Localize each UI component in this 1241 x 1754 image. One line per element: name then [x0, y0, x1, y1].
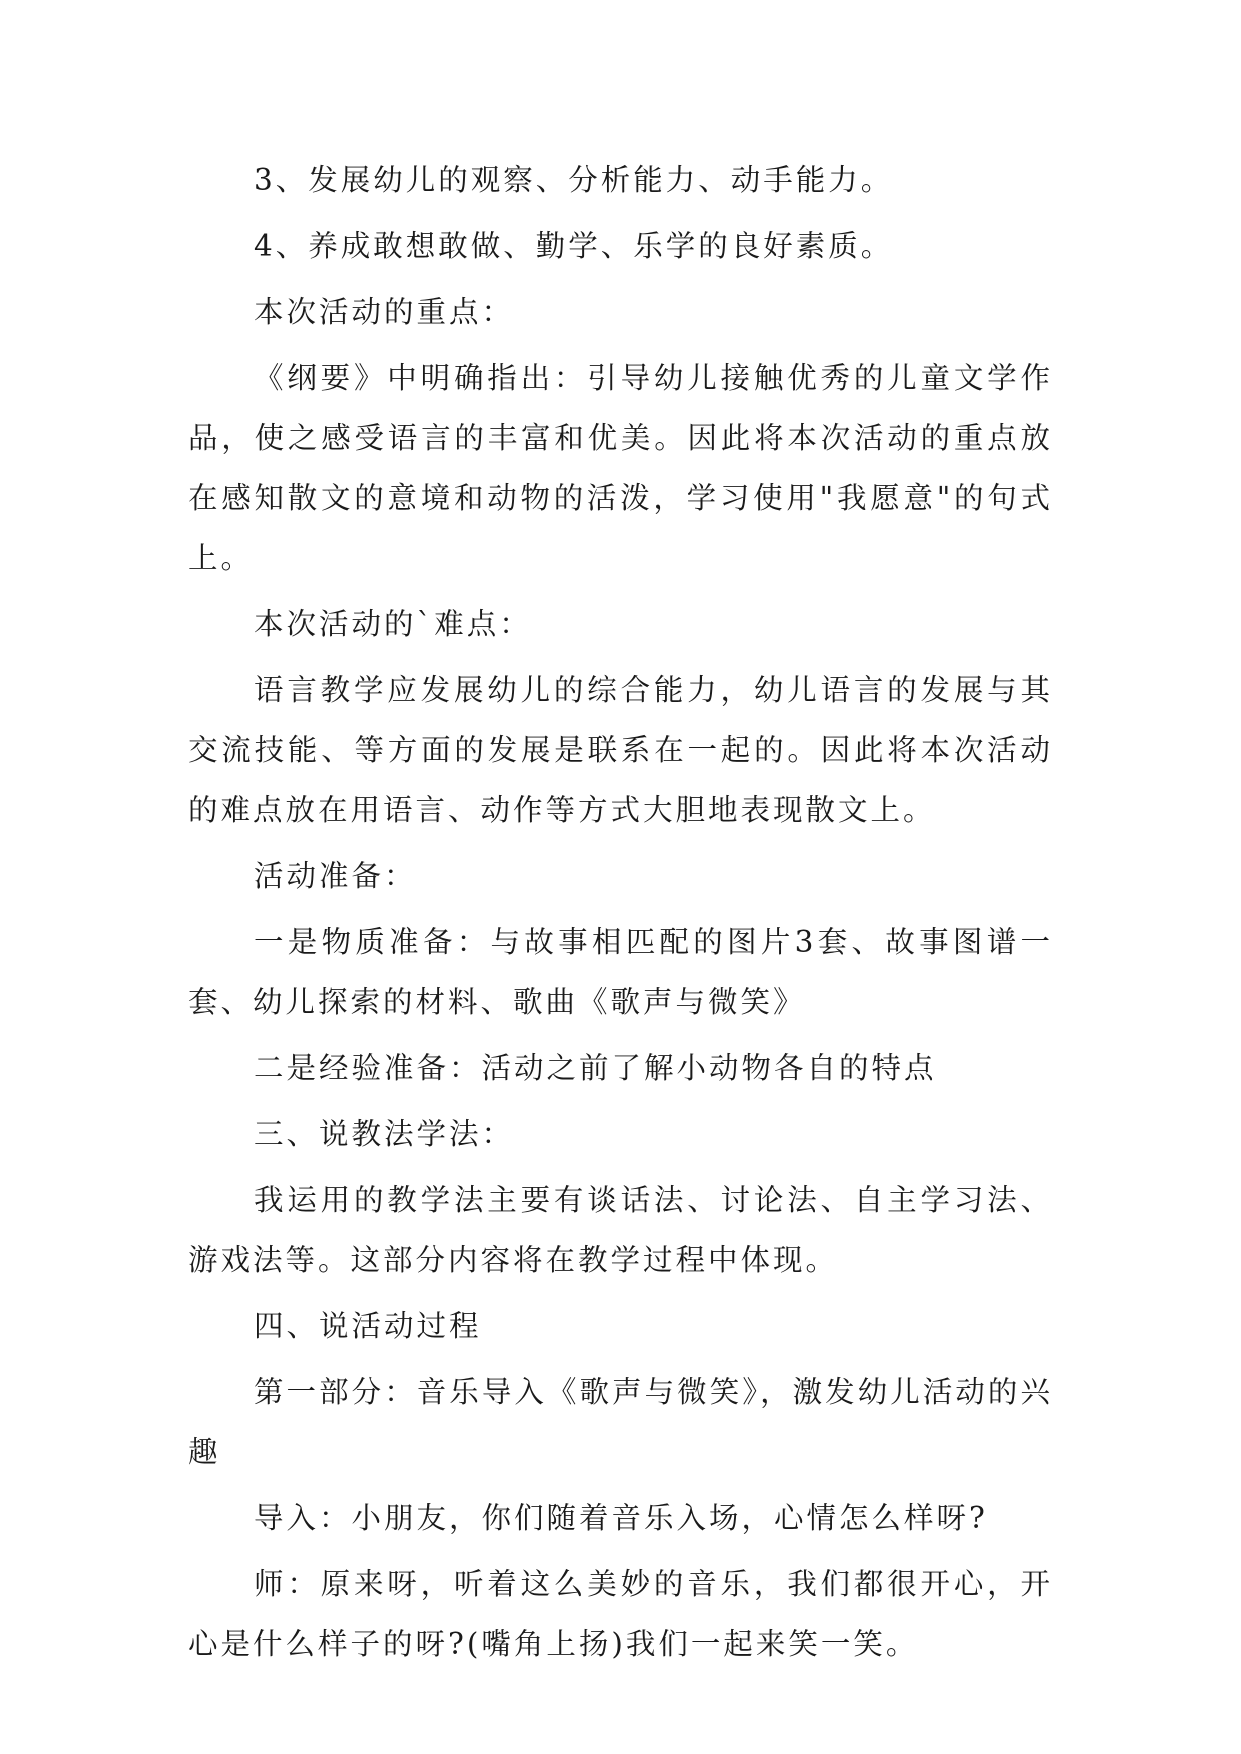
paragraph-methods-heading: 三、说教法学法：	[254, 1117, 515, 1151]
paragraph-teacher-dialogue: 师：原来呀，听着这么美妙的音乐，我们都很开心，开心是什么样子的呀?(嘴角上扬)我们一起来笑一笑。	[188, 1567, 1053, 1661]
paragraph-difficulty-heading: 本次活动的`难点：	[254, 607, 532, 641]
paragraph-experience-preparation: 二是经验准备：活动之前了解小动物各自的特点	[254, 1051, 937, 1085]
paragraph-key-point-heading: 本次活动的重点：	[254, 295, 515, 329]
paragraph-introduction: 导入：小朋友，你们随着音乐入场，心情怎么样呀?	[254, 1501, 988, 1535]
document-body	[188, 150, 1053, 1680]
paragraph-goal-3: 3、发展幼儿的观察、分析能力、动手能力。	[254, 163, 894, 197]
paragraph-material-preparation: 一是物质准备：与故事相匹配的图片3套、故事图谱一套、幼儿探索的材料、歌曲《歌声与微笑》	[188, 925, 1053, 1019]
paragraph-methods: 我运用的教学法主要有谈话法、讨论法、自主学习法、游戏法等。这部分内容将在教学过程中体现。	[188, 1183, 1053, 1277]
paragraph-part-one: 第一部分：音乐导入《歌声与微笑》，激发幼儿活动的兴趣	[188, 1375, 1053, 1469]
paragraph-difficulty: 语言教学应发展幼儿的综合能力，幼儿语言的发展与其交流技能、等方面的发展是联系在一起的。因此将本次活动的难点放在用语言、动作等方式大胆地表现散文上。	[188, 673, 1053, 827]
paragraph-goal-4: 4、养成敢想敢做、勤学、乐学的良好素质。	[254, 229, 894, 263]
paragraph-process-heading: 四、说活动过程	[254, 1309, 482, 1343]
paragraph-key-point: 《纲要》中明确指出：引导幼儿接触优秀的儿童文学作品，使之感受语言的丰富和优美。因此将本次活动的重点放在感知散文的意境和动物的活泼，学习使用"我愿意"的句式上。	[188, 361, 1053, 575]
paragraph-preparation-heading: 活动准备：	[254, 859, 417, 893]
